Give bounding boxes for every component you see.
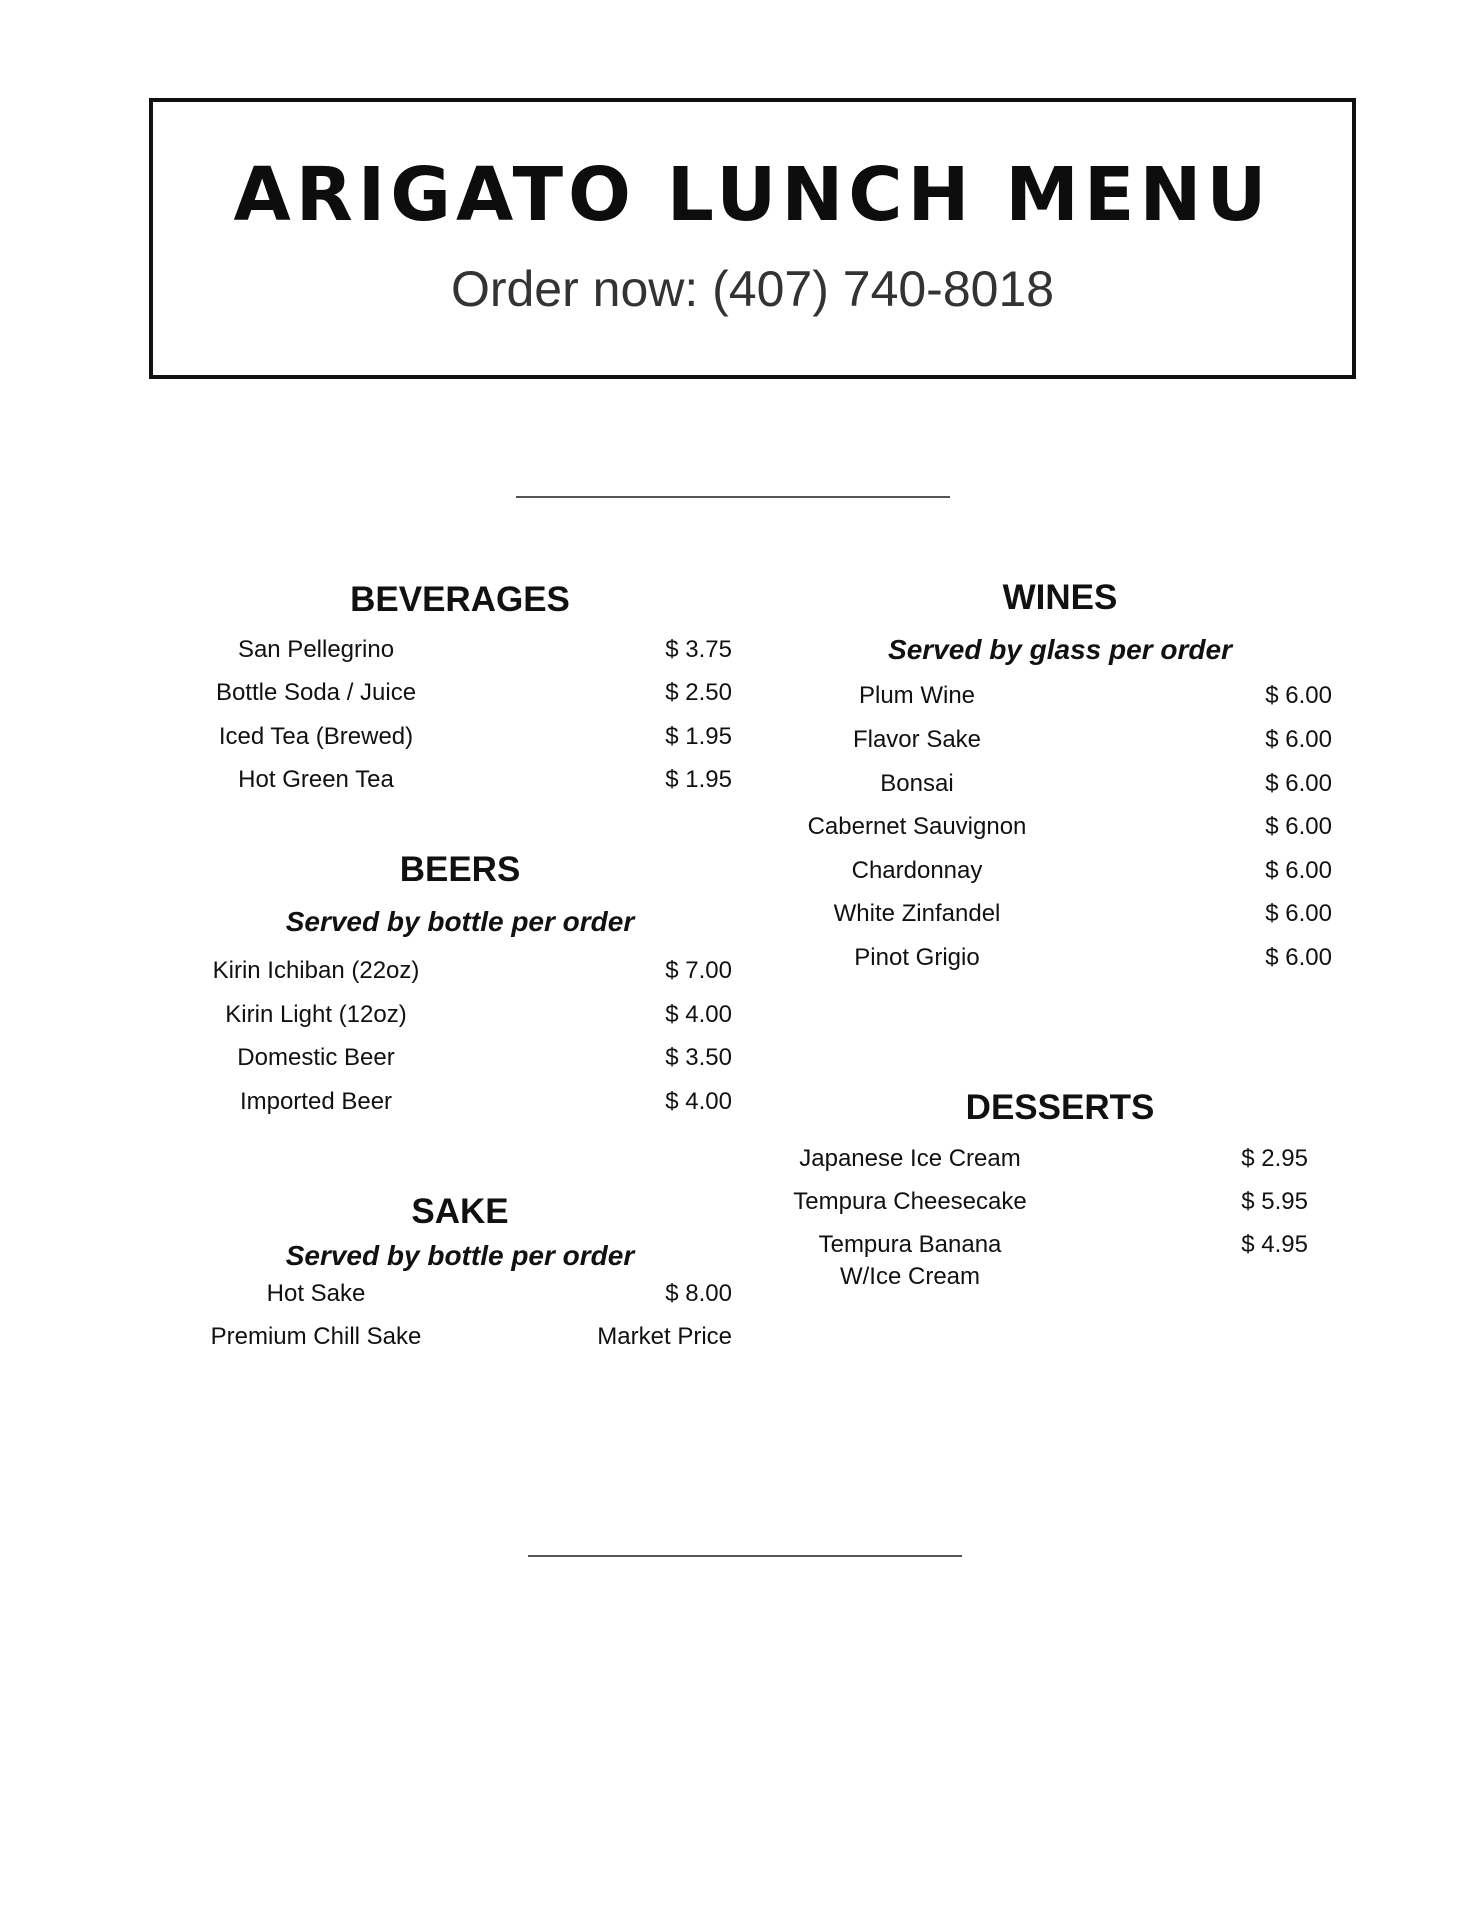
- menu-item-price: $ 6.00: [1265, 944, 1332, 971]
- bottom-divider: [528, 1555, 962, 1557]
- menu-item-price: $ 4.95: [1241, 1231, 1308, 1258]
- menu-item-name: Cabernet Sauvignon: [807, 813, 1027, 840]
- menu-item-name: Pinot Grigio: [854, 944, 980, 971]
- menu-item-name: Chardonnay: [851, 857, 983, 884]
- menu-item-name: White Zinfandel: [833, 900, 1001, 927]
- menu-item-price: $ 6.00: [1265, 857, 1332, 884]
- menu-item-price: $ 5.95: [1241, 1188, 1308, 1215]
- menu-item-name: Japanese Ice Cream: [799, 1145, 1021, 1172]
- menu-item-name: Domestic Beer: [237, 1044, 395, 1071]
- menu-item-name: Imported Beer: [239, 1088, 393, 1115]
- menu-item-name: Hot Sake: [266, 1280, 366, 1307]
- wines-serving-note: Served by glass per order: [888, 634, 1232, 665]
- menu-item-price: $ 2.95: [1241, 1145, 1308, 1172]
- menu-item-name: Bonsai: [880, 770, 954, 797]
- menu-item-price: $ 1.95: [665, 723, 732, 750]
- menu-item-price: $ 8.00: [665, 1280, 732, 1307]
- menu-item-price: $ 6.00: [1265, 682, 1332, 709]
- menu-item-name: Hot Green Tea: [238, 766, 394, 793]
- menu-item-price: $ 6.00: [1265, 813, 1332, 840]
- sake-heading: SAKE: [411, 1192, 509, 1231]
- menu-item-name: Kirin Light (12oz): [225, 1001, 407, 1028]
- beverages-heading: BEVERAGES: [350, 580, 570, 619]
- menu-item-price: $ 6.00: [1265, 726, 1332, 753]
- beers-heading: BEERS: [399, 850, 521, 889]
- desserts-heading: DESSERTS: [965, 1088, 1155, 1127]
- menu-item-price: $ 4.00: [665, 1001, 732, 1028]
- top-divider: [516, 496, 950, 498]
- menu-item-name: Plum Wine: [858, 682, 976, 709]
- menu-item-name: Tempura Cheesecake: [793, 1188, 1027, 1215]
- menu-item-name: Kirin Ichiban (22oz): [212, 957, 420, 984]
- menu-item-name: Premium Chill Sake: [210, 1323, 422, 1350]
- menu-item-price: $ 1.95: [665, 766, 732, 793]
- menu-item-price: $ 6.00: [1265, 900, 1332, 927]
- title-box: [149, 98, 1356, 379]
- sake-serving-note: Served by bottle per order: [285, 1240, 635, 1271]
- menu-item-name-line2: W/Ice Cream: [839, 1263, 980, 1290]
- menu-item-price: $ 3.50: [665, 1044, 732, 1071]
- menu-item-name: San Pellegrino: [237, 636, 395, 663]
- menu-item-price: $ 3.75: [665, 636, 732, 663]
- menu-item-name: Flavor Sake: [852, 726, 982, 753]
- menu-item-price: $ 2.50: [665, 679, 732, 706]
- beers-serving-note: Served by bottle per order: [285, 906, 635, 937]
- menu-title: ARIGATO LUNCH MENU: [233, 152, 1272, 238]
- menu-item-name: Iced Tea (Brewed): [218, 723, 414, 750]
- menu-item-price: $ 7.00: [665, 957, 732, 984]
- menu-item-name-line1: Tempura Banana: [818, 1231, 1002, 1258]
- menu-item-name: Bottle Soda / Juice: [215, 679, 417, 706]
- menu-item-price: $ 6.00: [1265, 770, 1332, 797]
- menu-item-price: Market Price: [597, 1323, 732, 1350]
- wines-heading: WINES: [1002, 578, 1118, 617]
- menu-item-price: $ 4.00: [665, 1088, 732, 1115]
- order-phone-line: Order now: (407) 740-8018: [450, 261, 1055, 317]
